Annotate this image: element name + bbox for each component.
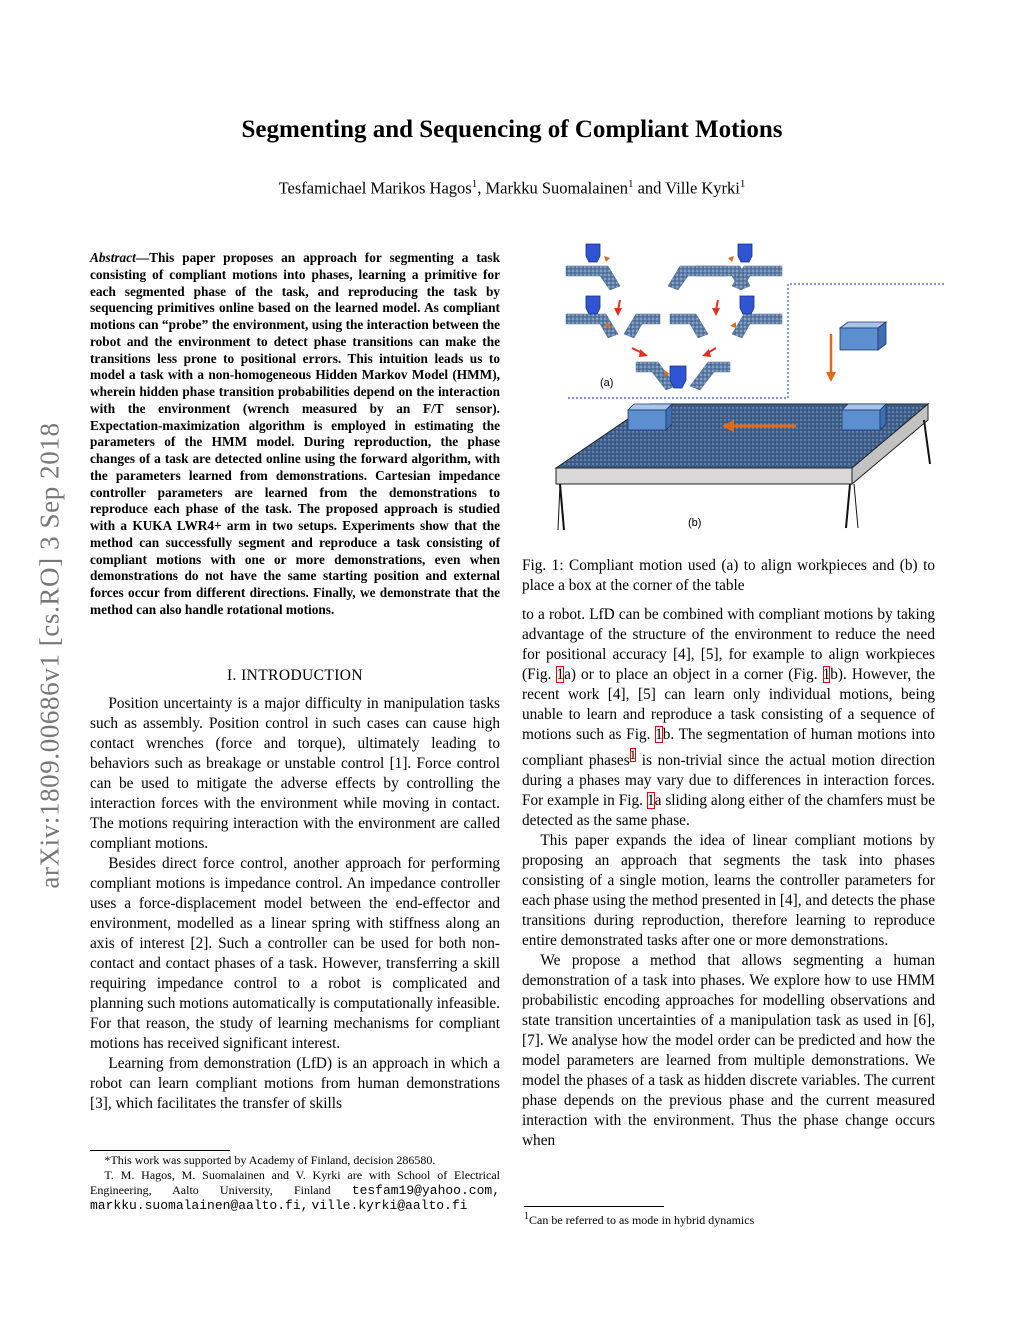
text-run: to a robot. LfD can be combined with compliant motions by taking advantage of the structure of the environment to reduce the need for positional accuracy [4], [5], for example to align workpieces (Fig. [522, 606, 935, 683]
footnote-rule [524, 1206, 664, 1207]
figure-reference-link[interactable]: 1 [556, 666, 565, 683]
footnote-reference-link[interactable]: 1 [629, 748, 637, 762]
subfigure-label-b: (b) [688, 517, 702, 529]
author-affiliation-mark: 1 [471, 178, 478, 190]
introduction-body [90, 694, 500, 1114]
paragraph: This paper expands the idea of linear compliant motions by proposing an approach that segments the task into phases consisting of a single motion, learns the controller parameters for each phase using the method presented in [4], and detects the phase transitions during reproduction, therefore learning to reproduce entire demonstrated tasks after one or more demonstrations. [522, 832, 935, 950]
text-run: b. The segmentation of human motions into compliant phases [522, 726, 935, 770]
text-run: a) or to place an object in a corner (Fig. [564, 666, 823, 683]
author-name: Markku Suomalainen [485, 178, 628, 198]
right-column-body [522, 605, 935, 1151]
email-link[interactable]: markku.suomalainen@aalto.fi, [90, 1198, 309, 1213]
author-name: Ville Kyrki [665, 178, 740, 198]
text-run: is non-trivial since the actual motion direction during a phases may vary due to differences in interaction forces. For example in Fig. [522, 752, 936, 810]
text-run: a sliding along either of the chamfers must be detected as the same phase. [522, 792, 935, 830]
subfigure-label-a: (a) [600, 377, 614, 389]
footnote-mark: 1 [524, 1211, 529, 1222]
paragraph: Position uncertainty is a major difficulty in manipulation tasks such as assembly. Position control in such cases can cause high contact wrenches (force and torque), ultimately leading to behaviors such as breakage or unstable control [1]. Force control can be used to mitigate the adverse effects by controlling the interaction forces with the environment while moving in contact. The motions requiring interaction with the environment are called compliant motions. [90, 695, 500, 852]
figure-caption: Fig. 1: Compliant motion used (a) to align workpieces and (b) to place a box at the corner of the table [522, 557, 935, 594]
email-link[interactable]: ville.kyrki@aalto.fi [311, 1198, 468, 1213]
abstract-label: Abstract [90, 250, 136, 265]
author-affiliation-mark: 1 [739, 178, 746, 190]
footnote-right [524, 1211, 934, 1228]
paragraph [522, 605, 935, 831]
author-list [0, 178, 1024, 199]
footnote-rule [90, 1150, 230, 1151]
abstract [90, 250, 500, 619]
panel-separator [568, 284, 944, 398]
funding-note: *This work was supported by Academy of Finland, decision 286580. [104, 1153, 436, 1167]
paragraph: We propose a method that allows segmenting a human demonstration of a task into phases. We explore how to use HMM probabilistic encoding approaches for modelling observations and state transition uncertainties of a manipulation task as used in [6], [7]. We analyse how the model order can be predicted and how the model parameters are learned from multiple demonstrations. We model the phases of a task as hidden discrete variables. The current phase depends on the previous phase and the current measured interaction with the environment. Thus the phase change occurs when [522, 952, 935, 1150]
figure-1-illustration [520, 238, 944, 540]
figure-reference-link[interactable]: 1 [822, 666, 831, 683]
abstract-dash: — [135, 250, 150, 265]
footnotes-left [90, 1153, 500, 1213]
author-separator: , [477, 178, 486, 198]
abstract-text: This paper proposes an approach for segmenting a task consisting of compliant motions into phases, learning a primitive for each segmented phase of the task, and reproducing the task by sequencing primitives online based on the learned model. As compliant motions can “probe” the environment, using the interaction between the robot and the environment to detect phase transitions can make the transitions less prone to positional errors. This intuition leads us to model a task with a non-homogeneous Hidden Markov Model (HMM), wherein hidden phase transition probabilities depend on the interaction with the environment (wrench measured by an F/T sensor). Expectation-maximization algorithm is employed in estimating the parameters of the HMM model. During reproduction, the phase changes of a task are detected online using the forward algorithm, with the parameters learned from demonstrations. Cartesian impedance controller parameters are learned from the demonstrations to reproduce each phase of the task. The proposed approach is studied with a KUKA LWR4+ arm in two setups. Experiments show that the method can successfully segment and reproduce a task consisting of compliant motions with one or more demonstrations, even when demonstrations do not have the same starting position and external forces occur from different directions. Finally, we demonstrate that the method can also handle rotational motions. [90, 250, 500, 617]
figure-reference-link[interactable]: 1 [655, 726, 663, 743]
arxiv-stamp: arXiv:1809.00686v1 [cs.RO] 3 Sep 2018 [34, 422, 65, 889]
paragraph: Learning from demonstration (LfD) is an approach in which a robot can learn compliant motions from human demonstrations [3], which facilitates the transfer of skills [90, 1055, 500, 1112]
figure-reference-link[interactable]: 1 [646, 792, 655, 810]
author-name: Tesfamichael Marikos Hagos [278, 178, 472, 198]
text-run: b). However, the recent work [4], [5] can learn only individual motions, being unable to learn and reproduce a task consisting of a sequence of motions such as Fig. [522, 666, 935, 743]
paragraph: Besides direct force control, another approach for performing compliant motions is impedance control. An impedance controller uses a force-displacement model between the end-effector and environment, modelled as a linear spring with stiffness along an axis of interest [2]. Such a controller can be used for both non-contact and contact phases of a task. However, transferring a skill requiring impedance control to a robot is complicated and planning such motions automatically is computationally infeasible. For that reason, the study of learning mechanisms for compliant motions has received significant interest. [90, 855, 500, 1052]
section-heading: I. INTRODUCTION [226, 667, 363, 684]
author-affiliation-mark: 1 [627, 178, 634, 190]
affiliation-text: T. M. Hagos, M. Suomalainen and V. Kyrki are with School of Electrical Engineering, Aalto University, Finland [90, 1168, 500, 1197]
author-separator: and [633, 178, 666, 198]
affiliation-note [90, 1168, 500, 1213]
email-link[interactable]: tesfam19@yahoo.com, [351, 1183, 500, 1198]
box-falling [826, 322, 886, 382]
paper-title: Segmenting and Sequencing of Compliant Motions [241, 116, 783, 143]
footnote-text: Can be referred to as mode in hybrid dynamics [529, 1213, 755, 1227]
